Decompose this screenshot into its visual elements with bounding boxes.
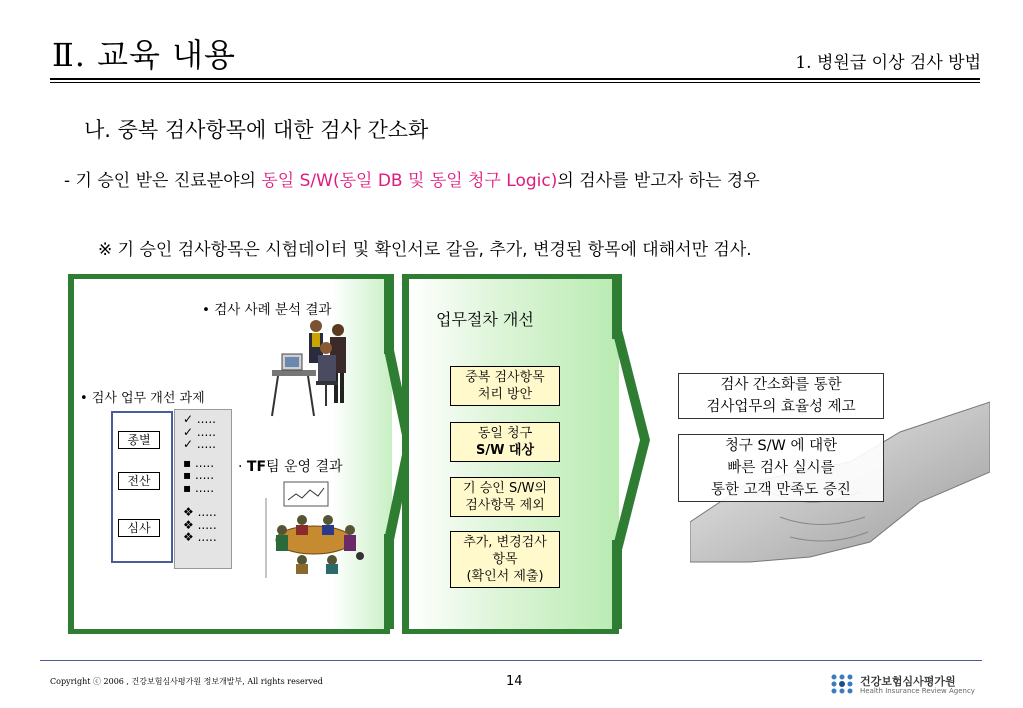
step-line: 항목 <box>492 552 518 567</box>
title-divider-thin <box>50 82 980 83</box>
note-line: ※ 기 승인 검사항목은 시험데이터 및 확인서로 갈음, 추가, 변경된 항목에 대해서만 검사. <box>98 240 752 260</box>
tf-rest: 팀 운영 결과 <box>266 459 343 475</box>
scope-suffix: 의 검사를 받고자 하는 경우 <box>557 171 760 191</box>
tf-bold: TF <box>246 459 267 475</box>
org-name-en: Health Insurance Review Agency <box>860 687 975 695</box>
checklist-item: ▪ ..... <box>183 480 215 495</box>
page-number: 14 <box>506 674 523 689</box>
step-line: 중복 검사항목 <box>465 370 545 385</box>
case-result-label: • 검사 사례 분석 결과 <box>202 302 332 318</box>
checklist-item: ❖ ..... <box>183 517 217 532</box>
step-line: 처리 방안 <box>477 387 533 402</box>
tag-review: 심사 <box>118 519 160 537</box>
step-line: 기 승인 S/W의 <box>463 481 547 496</box>
result-line: 빠른 검사 실시를 <box>727 460 835 476</box>
step-line: 동일 청구 <box>477 426 533 441</box>
result-line: 통한 고객 만족도 증진 <box>711 482 851 498</box>
checklist-item: ❖ ..... <box>183 530 217 544</box>
checklist-item: ▪ ..... <box>183 455 215 470</box>
tag-category: 종별 <box>118 431 160 449</box>
section-heading: 나. 중복 검사항목에 대한 검사 간소화 <box>84 118 429 142</box>
step-line: 검사항목 제외 <box>465 498 545 513</box>
org-name: 건강보험심사평가원 <box>860 675 956 688</box>
panel-edge-top <box>384 274 394 354</box>
step-line: S/W 대상 <box>475 443 535 458</box>
step-line: 추가, 변경검사 <box>463 535 547 550</box>
process-step-1 <box>450 366 560 406</box>
process-step-4 <box>450 531 560 588</box>
process-title: 업무절차 개선 <box>436 310 534 329</box>
page-subtitle: 1. 병원급 이상 검사 방법 <box>795 53 981 73</box>
checklist-item: ✓ ..... <box>183 424 216 439</box>
result-satisfaction <box>678 434 884 502</box>
tasks-label: • 검사 업무 개선 과제 <box>80 391 205 406</box>
page-title: Ⅱ. 교육 내용 <box>52 36 236 74</box>
meeting-illustration <box>262 478 372 578</box>
tf-result-label <box>238 456 343 476</box>
checklist-item: ✓ ..... <box>183 412 216 426</box>
scope-highlight: 동일 S/W(동일 DB 및 동일 청구 Logic) <box>261 171 558 191</box>
result-line: 검사업무의 효율성 제고 <box>706 399 856 415</box>
process-step-3 <box>450 477 560 517</box>
office-team-illustration <box>268 318 368 418</box>
checklist-item: ✓ ..... <box>183 437 216 451</box>
tf-prefix: · <box>238 459 247 475</box>
title-divider <box>50 78 980 80</box>
checklist-item: ❖ ..... <box>183 505 217 519</box>
tag-it: 전산 <box>118 472 160 490</box>
result-line: 검사 간소화를 통한 <box>720 377 842 393</box>
panel-edge-bottom <box>384 534 394 629</box>
scope-prefix: - 기 승인 받은 진료분야의 <box>64 171 262 191</box>
result-line: 청구 S/W 에 대한 <box>724 438 838 454</box>
chevron-arrow-icon <box>604 330 652 550</box>
step-line: (확인서 제출) <box>466 569 544 584</box>
process-step-2 <box>450 422 560 462</box>
copyright: Copyright ⓒ 2006 , 건강보험심사평가원 정보개발부, All rights reserved <box>50 677 323 686</box>
process-edge-bottom <box>612 540 622 629</box>
scope-line <box>64 166 760 191</box>
footer-divider <box>40 660 982 661</box>
task-checklist <box>174 409 232 569</box>
result-efficiency <box>678 373 884 419</box>
org-logo-icon <box>828 672 856 694</box>
checklist-item: ▪ ..... <box>183 468 215 482</box>
